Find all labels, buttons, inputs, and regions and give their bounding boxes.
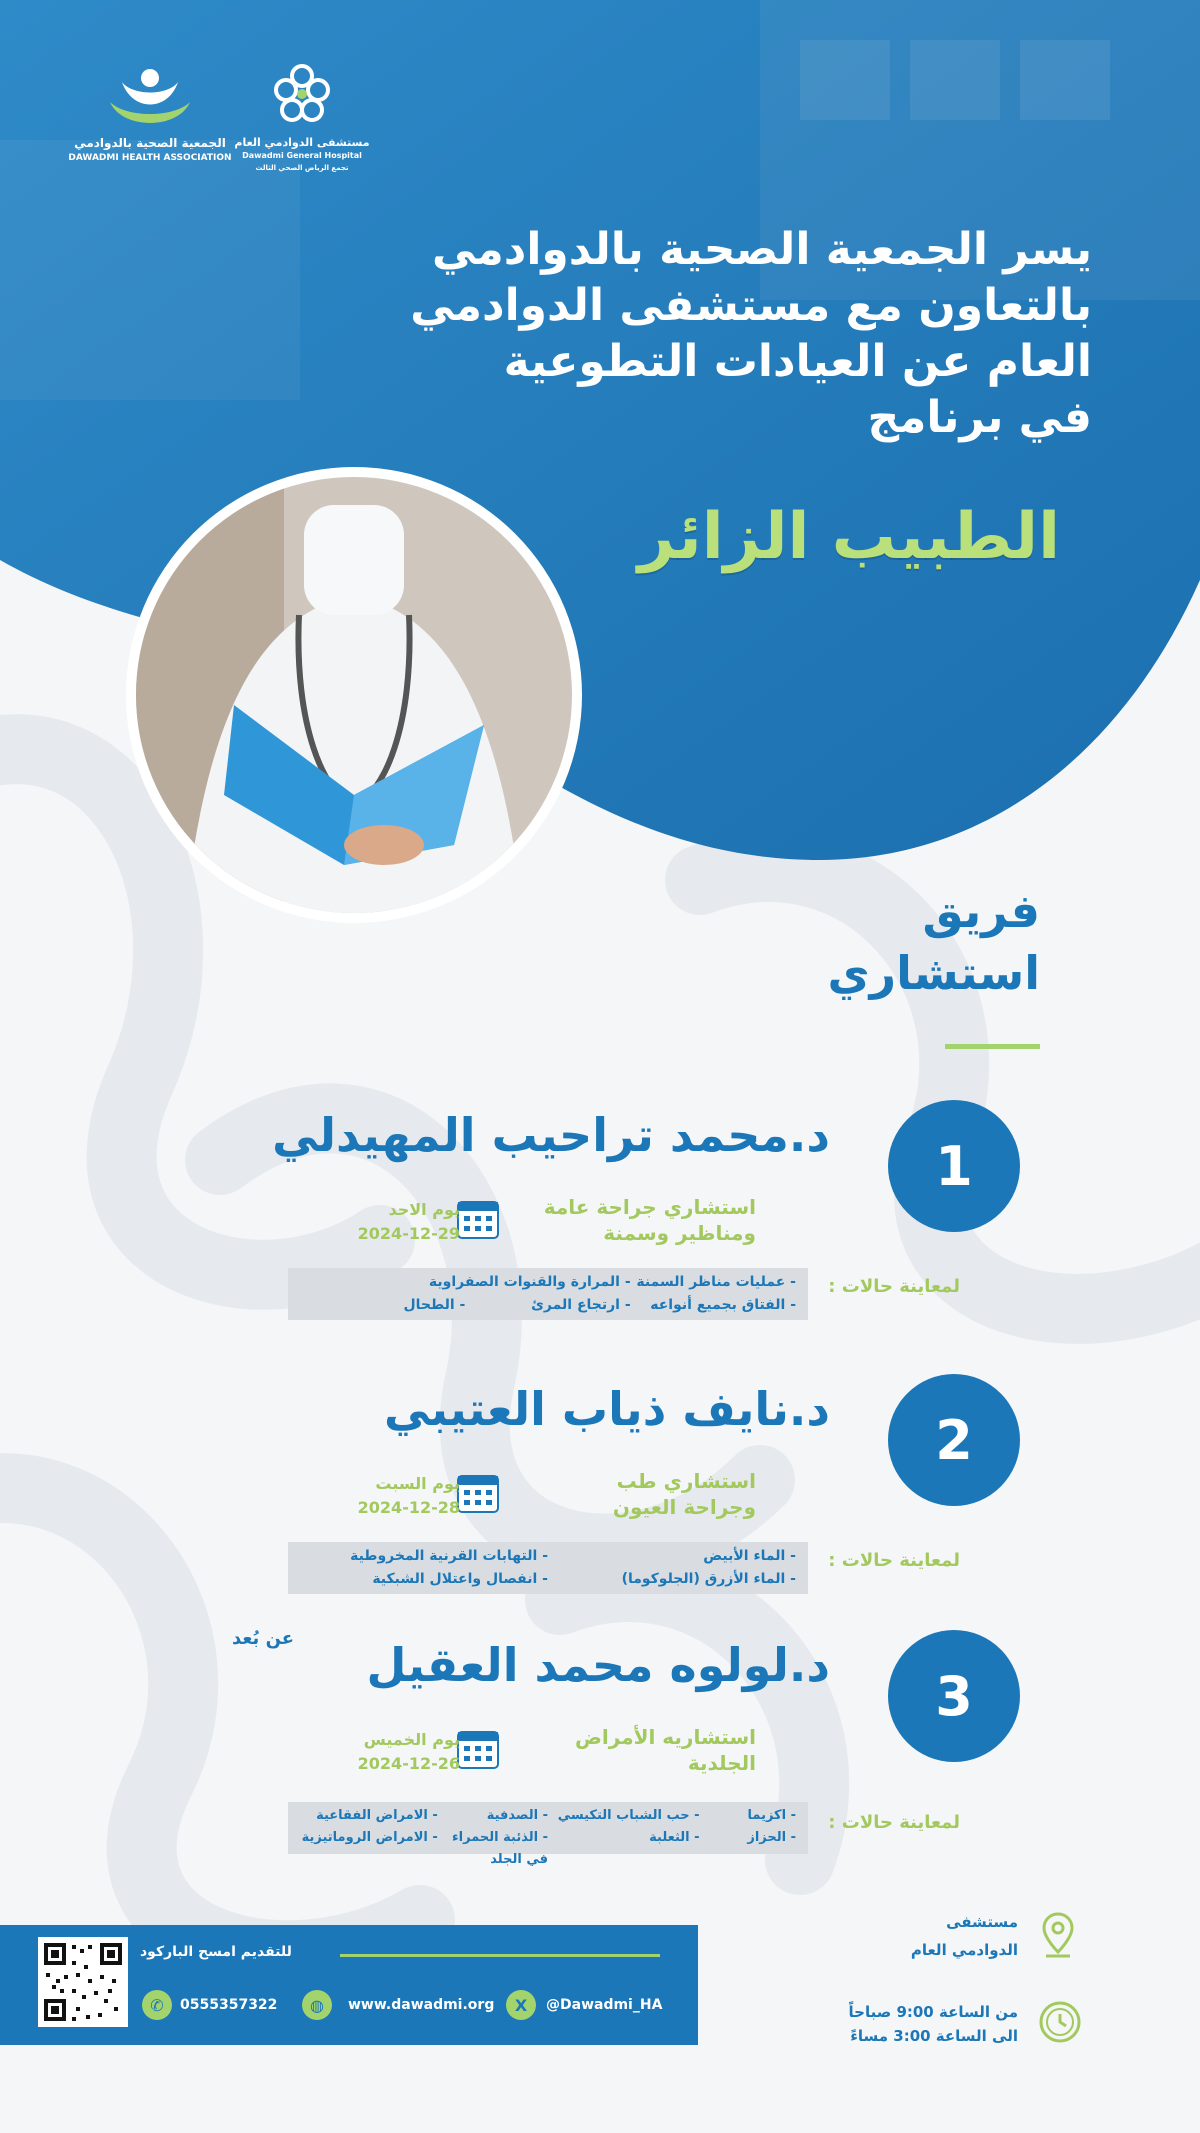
cases-grid [288, 1268, 808, 1320]
team-title-line-2: استشاري [827, 946, 1040, 1000]
doctor-number-badge: 1 [888, 1100, 1020, 1232]
case-item: - ارتجاع المرئ [531, 1297, 631, 1313]
cases-box [288, 1802, 808, 1867]
case-item: - اكزيما [747, 1808, 796, 1823]
case-item: - الصدفية [486, 1808, 548, 1823]
case-item: - انفصال واعتلال الشبكية [372, 1571, 548, 1587]
case-item: - الامراض الفقاعية [316, 1808, 438, 1823]
team-title-underline [945, 1044, 1040, 1049]
qr-label-divider [340, 1954, 660, 1957]
specialty-line-1: استشاري جراحة عامة [543, 1195, 756, 1219]
hospital-logo-icon [264, 56, 340, 132]
hospital-sub: تجمع الرياض الصحي الثالث [255, 164, 349, 172]
specialty-line-2: الجلدية [687, 1751, 756, 1775]
specialty-line-1: استشاري طب [616, 1469, 756, 1493]
calendar-icon [456, 1726, 500, 1770]
doctor-name: د.لولوه محمد العقيل [366, 1638, 830, 1692]
calendar-icon [456, 1470, 500, 1514]
cases-box [288, 1542, 808, 1594]
team-title-line-1: فريق [922, 884, 1040, 938]
time-line-2: الى الساعة 3:00 مساءً [850, 2027, 1018, 2045]
team-title [640, 880, 1040, 1004]
case-item: - حب الشباب التكيسي [557, 1808, 700, 1823]
headline-line-1: يسر الجمعية الصحية بالدوادمي [432, 224, 1092, 275]
case-item: - عمليات مناظر السمنة [636, 1274, 796, 1290]
visit-date: 2024-12-28 [357, 1498, 460, 1517]
visit-day-name: يوم السبت [375, 1474, 460, 1493]
program-name: الطبيب الزائر [637, 500, 1060, 574]
case-item: - المرارة والقنوات الصفراوية [428, 1274, 631, 1290]
time-line-1: من الساعة 9:00 صباحاً [848, 2003, 1018, 2021]
cases-label: لمعاينة حالات : [828, 1550, 960, 1571]
twitter-handle[interactable]: @Dawadmi_HA [546, 1997, 663, 2013]
specialty-line-2: ومناظير وسمنة [603, 1221, 756, 1245]
association-name-en: DAWADMI HEALTH ASSOCIATION [68, 153, 232, 163]
doctor-number-badge: 3 [888, 1630, 1020, 1762]
hospital-name-ar: مستشفى الدوادمي العام [234, 136, 370, 149]
visit-date: 2024-12-26 [357, 1754, 460, 1773]
visit-day [340, 1728, 460, 1776]
doctor-number-badge: 2 [888, 1374, 1020, 1506]
doctor-specialty [613, 1468, 756, 1520]
phone-icon: ✆ [142, 1990, 172, 2020]
clock-icon [1038, 2000, 1082, 2044]
doctor-specialty [575, 1724, 756, 1776]
visit-day-name: يوم الاحد [388, 1200, 460, 1219]
case-item: - الثعلبة [649, 1830, 700, 1845]
working-hours [849, 2000, 1018, 2048]
specialty-line-2: وجراحة العيون [612, 1495, 756, 1519]
qr-label: للتقديم امسح الباركود [140, 1944, 292, 1960]
hospital-name-en: Dawadmi General Hospital [242, 151, 362, 160]
location-text [911, 1908, 1018, 1964]
visit-day [340, 1472, 460, 1520]
visit-day [340, 1198, 460, 1246]
remote-tag: عن بُعد [232, 1628, 295, 1649]
cases-label: لمعاينة حالات : [828, 1276, 960, 1297]
doctor-photo [124, 465, 584, 925]
globe-icon: ◍ [302, 1990, 332, 2020]
case-item: - الفتاق بجميع أنواعه [650, 1297, 796, 1313]
visit-date: 2024-12-29 [357, 1224, 460, 1243]
doctor-specialty [544, 1194, 756, 1246]
doctor-name: د.محمد تراحيب المهيدلي [272, 1108, 830, 1162]
calendar-icon [456, 1196, 500, 1240]
headline [272, 222, 1092, 446]
website-link[interactable]: www.dawadmi.org [348, 1997, 495, 2013]
association-name-ar: الجمعية الصحية بالدوادمي [74, 136, 226, 150]
x-twitter-icon: X [506, 1990, 536, 2020]
doctor-name: د.نايف ذياب العتيبي [384, 1382, 830, 1436]
case-item: - الحزاز [747, 1830, 796, 1845]
headline-line-3: العام عن العيادات التطوعية [503, 336, 1092, 387]
association-logo-icon [102, 62, 198, 134]
location-line-2: الدوادمي العام [910, 1941, 1018, 1959]
phone-number[interactable]: 0555357322 [180, 1997, 278, 2013]
location-pin-icon [1042, 1912, 1074, 1958]
case-item: - الماء الأزرق (الجلوكوما) [621, 1571, 796, 1587]
cases-grid [288, 1542, 808, 1594]
cases-box [288, 1268, 808, 1320]
location-line-1: مستشفى [946, 1913, 1018, 1931]
case-item: - الامراض الروماتيزية [301, 1830, 438, 1845]
case-item: - الطحال [403, 1297, 466, 1313]
headline-line-2: بالتعاون مع مستشفى الدوادمي [410, 280, 1092, 331]
cases-label: لمعاينة حالات : [828, 1812, 960, 1833]
case-item: - التهابات القرنية المخروطية [350, 1548, 548, 1564]
specialty-line-1: استشاريه الأمراض [575, 1725, 756, 1749]
visit-day-name: يوم الخميس [363, 1730, 460, 1749]
qr-code[interactable] [38, 1937, 128, 2027]
headline-line-4: في برنامج [867, 392, 1092, 443]
case-item: - الذئبة الحمراء في الجلد [452, 1830, 548, 1867]
cases-grid [288, 1802, 808, 1867]
case-item: - الماء الأبيض [703, 1548, 796, 1564]
